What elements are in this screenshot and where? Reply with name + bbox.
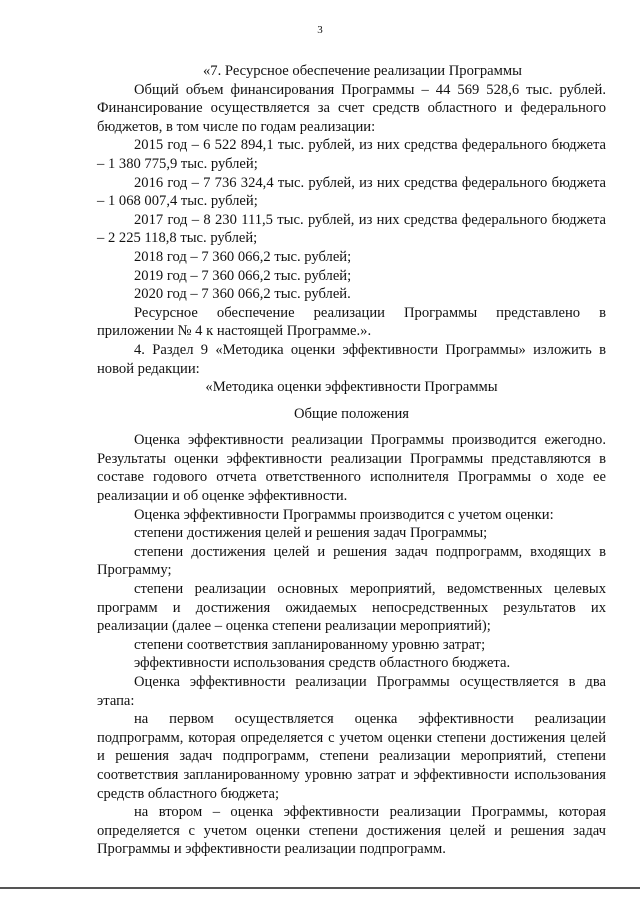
paragraph-evaluation-annual: Оценка эффективности реализации Программы производится ежегодно. Результаты оценки эффективности реализации Программы представляются в составе годового отчета ответственного исполнителя Программы о ходе ее реализации и об оценке эффективности. <box>97 432 606 505</box>
paragraph-total-funding: Общий объем финансирования Программы – 44 569 528,6 тыс. рублей. Финансирование осуществляется за счет средств областного и федерального бюджетов, в том числе по годам реализации: <box>97 81 606 135</box>
section-7-heading: «7. Ресурсное обеспечение реализации Программы <box>203 63 522 79</box>
paragraph-two-stages: Оценка эффективности реализации Программы осуществляется в два этапа: <box>97 674 606 709</box>
paragraph-year-2017: 2017 год – 8 230 111,5 тыс. рублей, из них средства федерального бюджета – 2 225 118,8 тыс. рублей; <box>97 211 606 247</box>
general-provisions-heading: Общие положения <box>294 405 409 422</box>
methodology-heading: «Методика оценки эффективности Программы <box>205 379 498 396</box>
criteria-item-subprogram-goals: степени достижения целей и решения задач подпрограмм, входящих в Программу; <box>97 543 606 579</box>
paragraph-year-2016: 2016 год – 7 736 324,4 тыс. рублей, из них средства федерального бюджета – 1 068 007,4 тыс. рублей; <box>97 174 606 210</box>
criteria-item-budget-efficiency: эффективности использования средств областного бюджета. <box>134 655 511 672</box>
paragraph-year-2015: 2015 год – 6 522 894,1 тыс. рублей, из них средства федерального бюджета – 1 380 775,9 тыс. рублей; <box>97 137 606 172</box>
criteria-item-costs: степени соответствия запланированному уровню затрат; <box>134 636 486 653</box>
criteria-item-measures: степени реализации основных мероприятий, ведомственных целевых программ и достижения ожидаемых непосредственных результатов их реализации (далее – оценка степени реализации мероприятий); <box>97 581 606 635</box>
paragraph-stage-two: на втором – оценка эффективности реализации Программы, которая определяется с учетом оценки степени достижения целей и решения задач Программы и эффективности реализации подпрограмм. <box>97 804 606 858</box>
paragraph-year-2018: 2018 год – 7 360 066,2 тыс. рублей; <box>134 248 352 265</box>
bottom-divider <box>0 887 640 889</box>
paragraph-year-2019: 2019 год – 7 360 066,2 тыс. рублей; <box>134 267 352 284</box>
criteria-item-program-goals: степени достижения целей и решения задач Программы; <box>134 525 488 542</box>
page-number: 3 <box>317 24 323 36</box>
document-body <box>97 62 606 859</box>
paragraph-stage-one: на первом осуществляется оценка эффективности реализации подпрограмм, которая определяется с учетом оценки степени достижения целей и решения задач подпрограмм, степени реализации мероприятий, степени соответствия запланированному уровню затрат и эффективности использования средств областного бюджета; <box>97 711 606 802</box>
paragraph-year-2020: 2020 год – 7 360 066,2 тыс. рублей. <box>134 286 351 303</box>
paragraph-appendix-reference: Ресурсное обеспечение реализации Программы представлено в приложении № 4 к настоящей Программе.». <box>97 304 606 340</box>
paragraph-item-4: 4. Раздел 9 «Методика оценки эффективности Программы» изложить в новой редакции: <box>97 341 606 377</box>
paragraph-evaluation-criteria-intro: Оценка эффективности Программы производится с учетом оценки: <box>134 506 554 523</box>
